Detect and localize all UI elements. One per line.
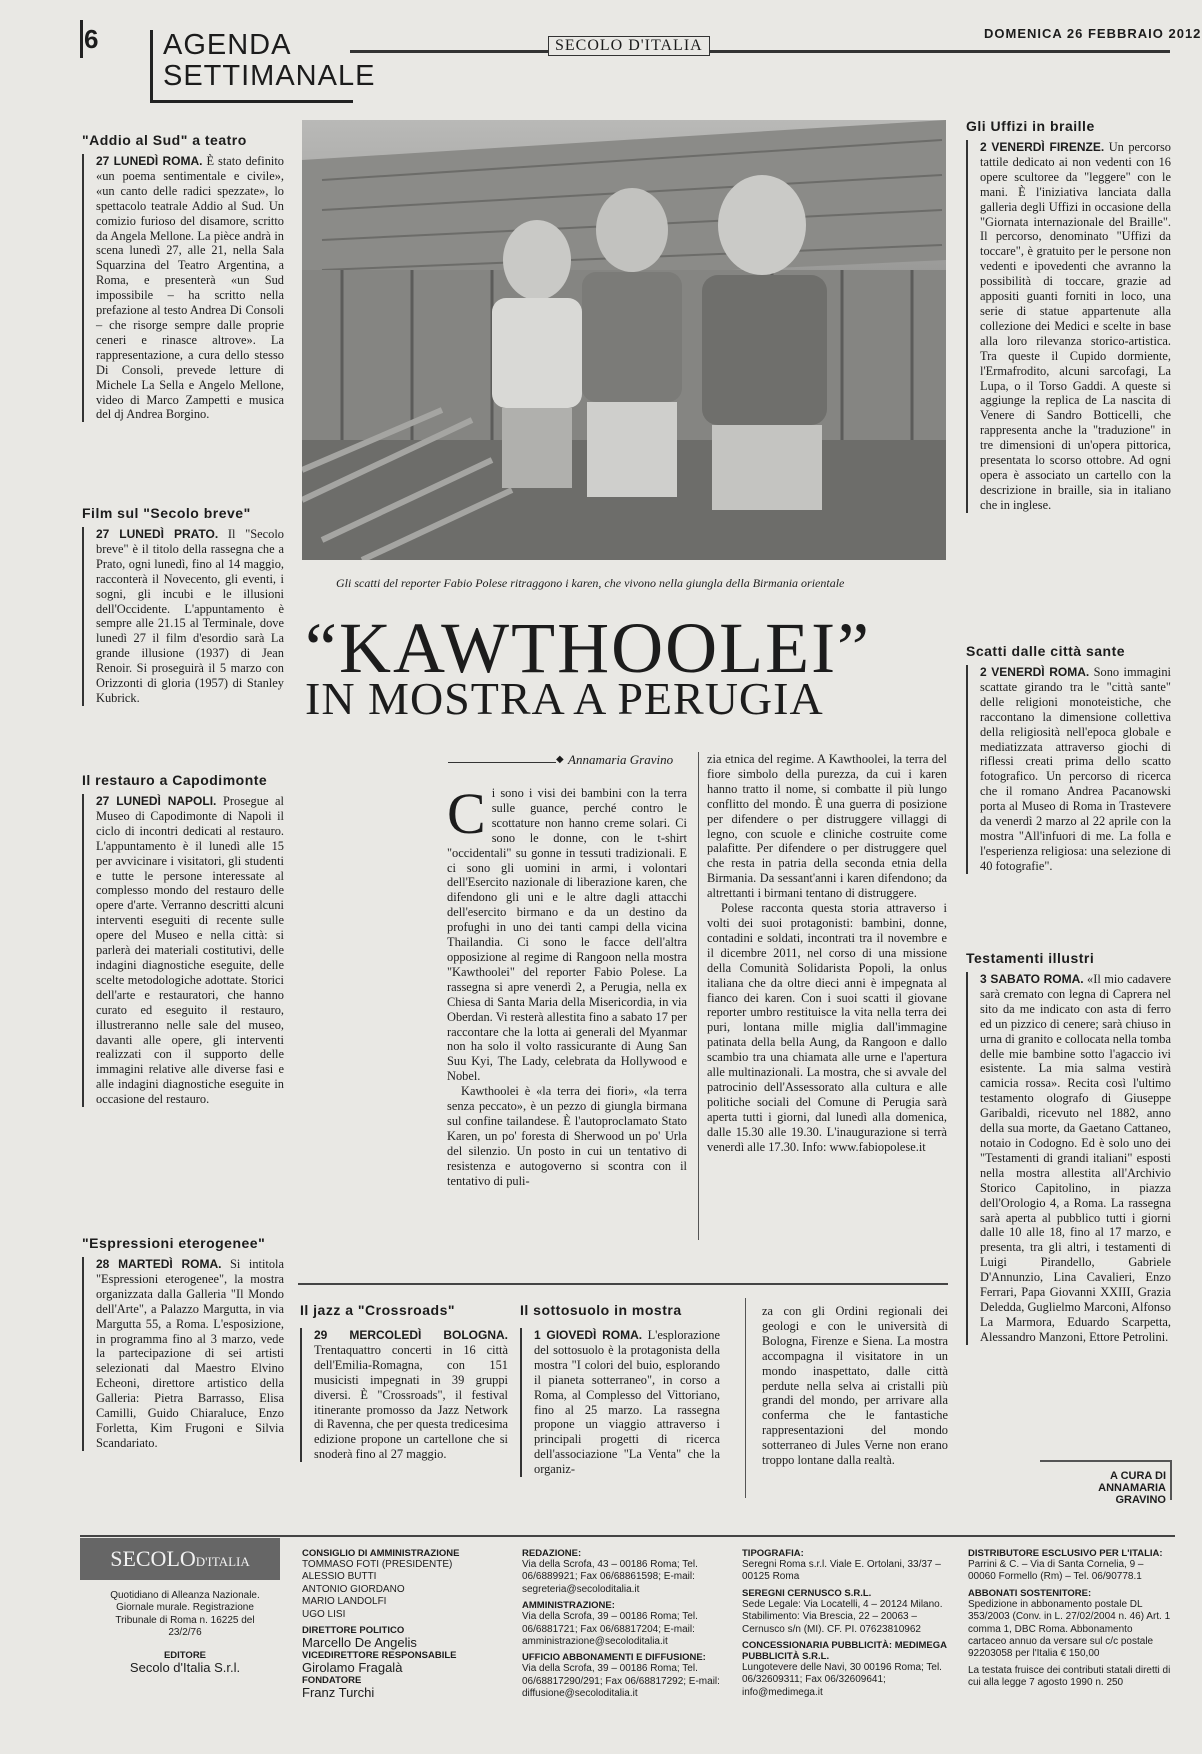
- masthead: SECOLO D'ITALIA: [548, 36, 710, 56]
- article-body: Prosegue al Museo di Capodimonte di Napoli il ciclo di incontri dedicati al restauro. L'appuntamento è il lunedì alle 15 per avvicinare i visitatori, gli studenti e tutte le persone interessate al complesso mondo del restauro delle opere d'arte. Verranno descritti alcuni interventi eseguiti di recente sulle opere del Museo e nella città: si parlerà dei materiali costitutivi, delle indagini diagnostiche eseguite, delle scelte metodologiche adottate. Storici dell'arte e restauratori, che hanno curato ed eseguito il restauro, illustreranno nelle sale del museo, davanti alle opere, gli interventi realizzati con il supporto delle immagini relative alle diverse fasi e alle indagini diagnostiche eseguite in occasione del restauro.: [96, 794, 284, 1107]
- footer-label: TIPOGRAFIA:: [742, 1548, 804, 1559]
- footer-label: CONCESSIONARIA PUBBLICITÀ: MEDIMEGA PUBBLICITÀ S.R.L.: [742, 1640, 947, 1663]
- main-article-col1: [447, 781, 687, 1188]
- article-kicker: 27 LUNEDÌ NAPOLI.: [96, 794, 217, 808]
- photo-caption: Gli scatti del reporter Fabio Polese ritraggono i karen, che vivono nella giungla della Birmania orientale: [336, 576, 845, 590]
- footer-value: Seregni Roma s.r.l. Viale E. Ortolani, 33/37 – 00125 Roma: [742, 1559, 941, 1583]
- footer-value: Secolo d'Italia S.r.l.: [129, 1660, 241, 1675]
- bottom-rule: [298, 1283, 948, 1285]
- signature: [1056, 1470, 1166, 1506]
- footer-label: AMMINISTRAZIONE:: [522, 1600, 615, 1612]
- footer-printing: [742, 1548, 952, 1699]
- byline-diamond-icon: ◆: [556, 754, 564, 765]
- footer-management: [302, 1548, 507, 1700]
- article-sottosuolo: [520, 1302, 720, 1477]
- article-body: Sono immagini scattate girando tra le "città sante" delle religioni monoteistiche, che raccontano la dimensione collettiva della religiosità nell'epoca globale e mediatizzata attraverso giochi di riflessi creati prima dello scatto fotografico. Un percorso di ricerca che il romano Andrea Pacanowski porta al Museo di Roma in Trastevere da venerdì 2 marzo al 22 aprile con la mostra "All'infuori di me. La folla e l'esperienza religiosa: una selezione di 40 fotografie".: [980, 665, 1171, 873]
- article-body: «Il mio cadavere sarà cremato con legna di Caprera nel sito da me indicato con asta di ferro ed un pizzico di cenere; sarà chiuso in urna di granito e collocata nella tomba delle mie bambine sotto l'agaccio ivi esistente. La mia salma vestirà camicia rossa». Recita così l'ultimo testamento olografo di Giuseppe Garibaldi, ricevuto nel 1882, anno della sua morte, da Gaetano Cattaneo, notaio in Codogno. Ed è solo uno dei "Testamenti di grandi italiani" esposti nella mostra allestita all'Archivio Storico Capitolino, in piazza dell'Orologio 4, a Roma. La rassegna sarà aperta al pubblico tutti i giorni dalle 10 alle 18, fino al 17 marzo, e presenta, tra gli altri, i testamenti di Luigi Pirandello, Gabriele D'Annunzio, Lina Cavalieri, Enzo Ferrari, Papa Giovanni XXIII, Grazia Deledda, Guglielmo Marconi, Alfonso La Marmora, Eduardo Scarpetta, Alessandro Manzoni, Ettore Petrolini.: [980, 972, 1171, 1344]
- section-title: [150, 29, 376, 103]
- footer-value: Sede Legale: Via Locatelli, 4 – 20124 Milano. Stabilimento: Via Brescia, 22 – 20063 – Cernusco s/n (MI). CF. PI. 07623810962: [742, 1598, 943, 1635]
- footer-value: Via della Scrofa, 43 – 00186 Roma; Tel. 06/6889921; Fax 06/68861598; E-mail: segreteria@secoloditalia.it: [522, 1559, 698, 1595]
- footer-registration: Quotidiano di Alleanza Nazionale. Giornale murale. Registrazione Tribunale di Roma n. 16225 del 23/2/76: [110, 1590, 260, 1639]
- footer-value: MARIO LANDOLFI: [302, 1596, 387, 1608]
- footer-label: FONDATORE: [302, 1675, 362, 1687]
- article-kicker: 29 MERCOLEDÌ BOLOGNA.: [314, 1328, 508, 1342]
- article-body: Un percorso tattile dedicato ai non vedenti con 16 opere scultoree da "leggere" con le mani. È l'iniziativa lanciata dalla galleria degli Uffizi in occasione della "Giornata internazionale del Braille". Il percorso, denominato "Uffizi da toccare", è gratuito per le persone non vedenti e ipovedenti che avranno la possibilità di toccare, grazie ad appositi guanti forniti in loco, una serie di statue appartenute alla collezione dei Medici e scelte in base alla loro rilevanza storico-artistica. Tra queste il Cupido dormiente, l'Ermafrodito, alcuni sarcofagi, La Lupa, o il Torso Gaddi. A queste si aggiunge la replica de La nascita di Venere di Sandro Botticelli, che rappresenta anche la "traduzione" in tre dimensioni di un'opera pittorica, presentata lo scorso ottobre. Ad ogni opera è associato un cartello con la descrizione in braille, sia in italiano che in inglese.: [980, 140, 1171, 512]
- child-middle: [582, 188, 682, 497]
- footer-value: Franz Turchi: [302, 1685, 375, 1701]
- footer-value: Spedizione in abbonamento postale DL 353/2003 (Conv. in L. 27/02/2004 n. 46) Art. 1 comma 1, DBC Roma. Abbonamento cartaceo annuo da versare sul c/c postale 92203058 per l'Italia € 150,00: [968, 1598, 1171, 1660]
- article-sottosuolo-continued: za con gli Ordini regionali dei geologi e con le università di Bologna, Firenze e Siena. La mostra accompagna il visitatore in un mondo inaspettato, dalle città perdute nella selva ai cristalli più grandi del mondo, per arrivare alla conferma che le fantastiche rappresentazioni del mondo sotterraneo di Jules Verne non erano troppo lontane dalla realtà.: [762, 1304, 948, 1468]
- dateline: DOMENICA 26 FEBBRAIO 2012: [984, 26, 1202, 41]
- footer-logo: [80, 1538, 280, 1580]
- article-body: Il "Secolo breve" è il titolo della rassegna che a Prato, ogni lunedì, fino al 14 maggio, racconterà il Novecento, gli eventi, i sogni, gli incubi e le illusioni dell'Occidente. L'appuntamento è sempre alle 21.15 al Terminale, dove lunedì 27 il film d'esordio sarà La grande illusione (1937) di Jean Renoir. Si proseguirà il 5 marzo con Orizzonti di gloria (1957) di Stanley Kubrick.: [96, 527, 284, 705]
- article-title: Scatti dalle città sante: [966, 643, 1126, 659]
- footer-value: La testata fruisce dei contributi statali diretti di cui alla legge 7 agosto 1990 n. 250: [968, 1664, 1171, 1689]
- footer-label: SEREGNI CERNUSCO S.R.L.: [742, 1587, 872, 1599]
- article-crossroads: [300, 1302, 508, 1462]
- main-article-col2: [707, 752, 947, 1154]
- section-title-line1: AGENDA: [163, 29, 292, 61]
- main-paragraph: i sono i visi dei bambini con la terra sulle guance, perché contro le scottature non hanno creme solari. Ci sono le donne, con le t-shirt "occidentali" su gonne in tessuti tradizionali. E ci sono gli uomini in armi, i volontari dell'Esercito nazionale di liberazione karen, che difendono gli uni e le altre dagli attacchi dell'esercito birmano e da un destino da profughi in uno dei tanti campi della vicina Thailandia. Ci sono le facce dell'altra opposizione al regime di Rangoon nella mostra "Kawthoolei" del reporter Fabio Polese. La rassegna si apre venerdì 2, a Perugia, nella ex Chiesa di Santa Maria della Misericordia, in via Oberdan. Vi resterà allestita fino a sabato 17 per raccontare che la lotta ai generali del Myanmar non ha solo il volto rassicurante di Aung San Suu Kyi, The Lady, celebrata da Hollywood e Nobel.: [447, 786, 687, 1084]
- footer-value: UGO LISI: [302, 1608, 346, 1620]
- headline-subtitle: IN MOSTRA A PERUGIA: [305, 673, 824, 724]
- article-title: "Addio al Sud" a teatro: [82, 132, 247, 148]
- footer-label: ABBONATI SOSTENITORE:: [968, 1587, 1092, 1599]
- page-number-rule: [80, 20, 83, 58]
- logo-small: D'ITALIA: [195, 1554, 250, 1569]
- footer-value: TOMMASO FOTI (PRESIDENTE): [302, 1559, 453, 1570]
- article-testamenti: [966, 950, 1171, 1345]
- footer-value: Marcello De Angelis: [302, 1635, 417, 1651]
- footer-label: DIRETTORE POLITICO: [302, 1625, 405, 1637]
- article-addio-al-sud: [82, 132, 284, 422]
- footer-label: CONSIGLIO DI AMMINISTRAZIONE: [302, 1548, 460, 1559]
- main-paragraph: Polese racconta questa storia attraverso i volti dei suoi protagonisti: bambini, donne, contadini e soldati, incontrati tra il novembre e il dicembre 2011, nel corso di una missione della Comunità Solidarista Popoli, la onlus italiana che da oltre dieci anni è impegnata al fianco dei karen. Con i suoi scatti il giovane reporter umbro restituisce la vita nella terra dei puri, lontana mille miglia dall'immagine patinata della bella Aung, da Rangoon e dallo scambio tra una chiamata alle urne e l'apertura alle multinazionali. La mostra, che si avvale del patrocinio dell'Assessorato alla cultura e alle politiche sociali del Comune di Perugia sarà aperta tutti i giorni, dal lunedì alla domenica, dalle 15.30 alle 19.30. L'inaugurazione si terrà venerdì alle 17.30. Info: www.fabiopolese.it: [707, 901, 947, 1154]
- article-kicker: 2 VENERDÌ ROMA.: [980, 665, 1090, 679]
- child-left: [492, 220, 582, 488]
- article-kicker: 27 LUNEDÌ ROMA.: [96, 154, 203, 168]
- article-body: È stato definito «un poema sentimentale e civile», «un canto delle radici spezzate», lo spettacolo teatrale Addio al Sud. Un comizio furioso del disamore, scritto da Angela Mellone. La pièce andrà in scena lunedì 27, alle 21, nella Sala Squarzina del Teatro Argentina, a Roma, e presenterà «un Sud impossibile – ha scritto nella prefazione al testo Andrea Di Consoli – che risorge sempre dalle proprie ceneri e rinasce altrove». La rappresentazione, a cura dello stesso Di Consoli, prevede letture di Michele La Sella e Angelo Mellone, video di Marco Zampetti e musica del dj Andrea Borgino.: [96, 154, 284, 422]
- footer-label: VICEDIRETTORE RESPONSABILE: [302, 1650, 457, 1662]
- article-citta-sante: [966, 643, 1171, 874]
- byline-rule: [448, 762, 556, 763]
- article-body: Trentaquattro concerti in 16 città dell'Emilia-Romagna, con 151 musicisti impegnati in 39 gruppi diversi. È "Crossroads", il festival itinerante promosso da Jazz Network di Ravenna, che per questa tredicesima edizione propone un cartellone che si snoderà fino al 27 maggio.: [314, 1342, 508, 1462]
- footer-contacts: [522, 1548, 732, 1701]
- footer-value: Via della Scrofa, 39 – 00186 Roma; Tel. 06/6881721; Fax 06/68817204; E-mail: amministrazione@secoloditalia.it: [522, 1611, 698, 1648]
- main-paragraph: zia etnica del regime. A Kawthoolei, la terra del fiore simbolo della purezza, da cui i karen hanno tratto il nome, si combatte il più lungo conflitto del mondo. È una guerra di posizione per difendere o per distruggere villaggi di legno, con scuole e cliniche costruite come palafitte. Per difendere o per distruggere quel che resta in patria della seconda etnia della Birmania. Da sessant'anni i karen difendono; da altrettanti i birmani tentano di distruggere.: [707, 752, 947, 901]
- signature-label: A CURA DI: [1109, 1470, 1166, 1482]
- article-body: L'esplorazione del sottosuolo è la protagonista della mostra "I colori del buio, esplorando il pianeta sotterraneo", in corso a Roma, al Complesso del Vittoriano, fino al 25 marzo. La rassegna propone un viaggio attraverso i principali progetti di ricerca dell'associazione "La Venta" che la organiz-: [534, 1328, 720, 1477]
- article-title: "Espressioni eterogenee": [82, 1235, 266, 1251]
- footer-value: Parrini & C. – Via di Santa Cornelia, 9 – 00060 Formello (Rm) – Tel. 06/90778.1: [968, 1559, 1144, 1583]
- column-divider: [698, 752, 699, 1240]
- footer-editore: [110, 1650, 260, 1675]
- article-title: Il jazz a "Crossroads": [300, 1302, 455, 1318]
- article-title: Gli Uffizi in braille: [966, 118, 1095, 134]
- footer-label: DISTRIBUTORE ESCLUSIVO PER L'ITALIA:: [968, 1548, 1163, 1559]
- main-paragraph: Kawthoolei è «la terra dei fiori», «la terra senza peccato», è un pezzo di giungla birmana sul confine tailandese. È l'autoproclamato Stato Karen, un po' foresta di Sherwood un po' Urla del silenzio. Un posto in cui un tentativo di resistenza e autogoverno si scontra con il tentativo di puli-: [447, 1084, 687, 1188]
- article-secolo-breve: [82, 505, 284, 706]
- byline: Annamaria Gravino: [568, 752, 674, 767]
- footer-value: Via della Scrofa, 39 – 00186 Roma; Tel. 06/68817290/291; Fax 06/68817292; E-mail: diffusione@secoloditalia.it: [522, 1663, 720, 1700]
- article-kicker: 28 MARTEDÌ ROMA.: [96, 1257, 222, 1271]
- header-rule: [350, 50, 1170, 53]
- footer-value: ALESSIO BUTTI: [302, 1571, 377, 1583]
- article-body: Si intitola "Espressioni eterogenee", la mostra organizzata dalla Galleria "Il Mondo dell'Arte", a Palazzo Margutta, in via Margutta 55, a Roma. L'esposizione, in programma fino al 3 marzo, vede la partecipazione di sei artisti selezionati dal Maestro Elvino Echeoni, direttore artistico della Galleria: Pietra Barrasso, Elisa Camilli, Guido Chiaraluce, Enzo Forletta, Kim Frugoni e Silvia Scandariato.: [96, 1257, 284, 1450]
- logo-text: SECOLO: [110, 1546, 196, 1571]
- footer-value: ANTONIO GIORDANO: [302, 1583, 405, 1595]
- article-title: Il sottosuolo in mostra: [520, 1302, 682, 1318]
- footer-label: UFFICIO ABBONAMENTI E DIFFUSIONE:: [522, 1652, 706, 1664]
- article-title: Film sul "Secolo breve": [82, 505, 251, 521]
- article-uffizi: [966, 118, 1171, 513]
- article-title: Il restauro a Capodimonte: [82, 772, 268, 788]
- footer-distribution: [968, 1548, 1173, 1690]
- article-capodimonte: [82, 772, 284, 1107]
- column-divider: [745, 1298, 746, 1498]
- signature-author: ANNAMARIA GRAVINO: [1098, 1482, 1166, 1506]
- footer-rule: [80, 1535, 1175, 1537]
- article-title: Testamenti illustri: [966, 950, 1095, 966]
- section-title-line2: SETTIMANALE: [163, 60, 376, 92]
- headline-title: “KAWTHOOLEI”: [305, 608, 872, 688]
- photo-illustration: [302, 120, 946, 560]
- footer-value: Lungotevere delle Navi, 30 00196 Roma; Tel. 06/32609311; Fax 06/32609641; info@medimega.it: [742, 1662, 942, 1698]
- article-kicker: 2 VENERDÌ FIRENZE.: [980, 140, 1105, 154]
- article-espressioni: [82, 1235, 284, 1451]
- dropcap: C: [447, 781, 486, 846]
- karen-children-photo: [302, 120, 946, 560]
- page-number: 6: [84, 24, 99, 54]
- footer-value: Girolamo Fragalà: [302, 1660, 403, 1676]
- footer-label: EDITORE: [163, 1650, 207, 1661]
- article-kicker: 1 GIOVEDÌ ROMA.: [534, 1328, 643, 1342]
- footer-label: REDAZIONE:: [522, 1548, 582, 1559]
- article-kicker: 3 SABATO ROMA.: [980, 972, 1084, 986]
- article-kicker: 27 LUNEDÌ PRATO.: [96, 527, 219, 541]
